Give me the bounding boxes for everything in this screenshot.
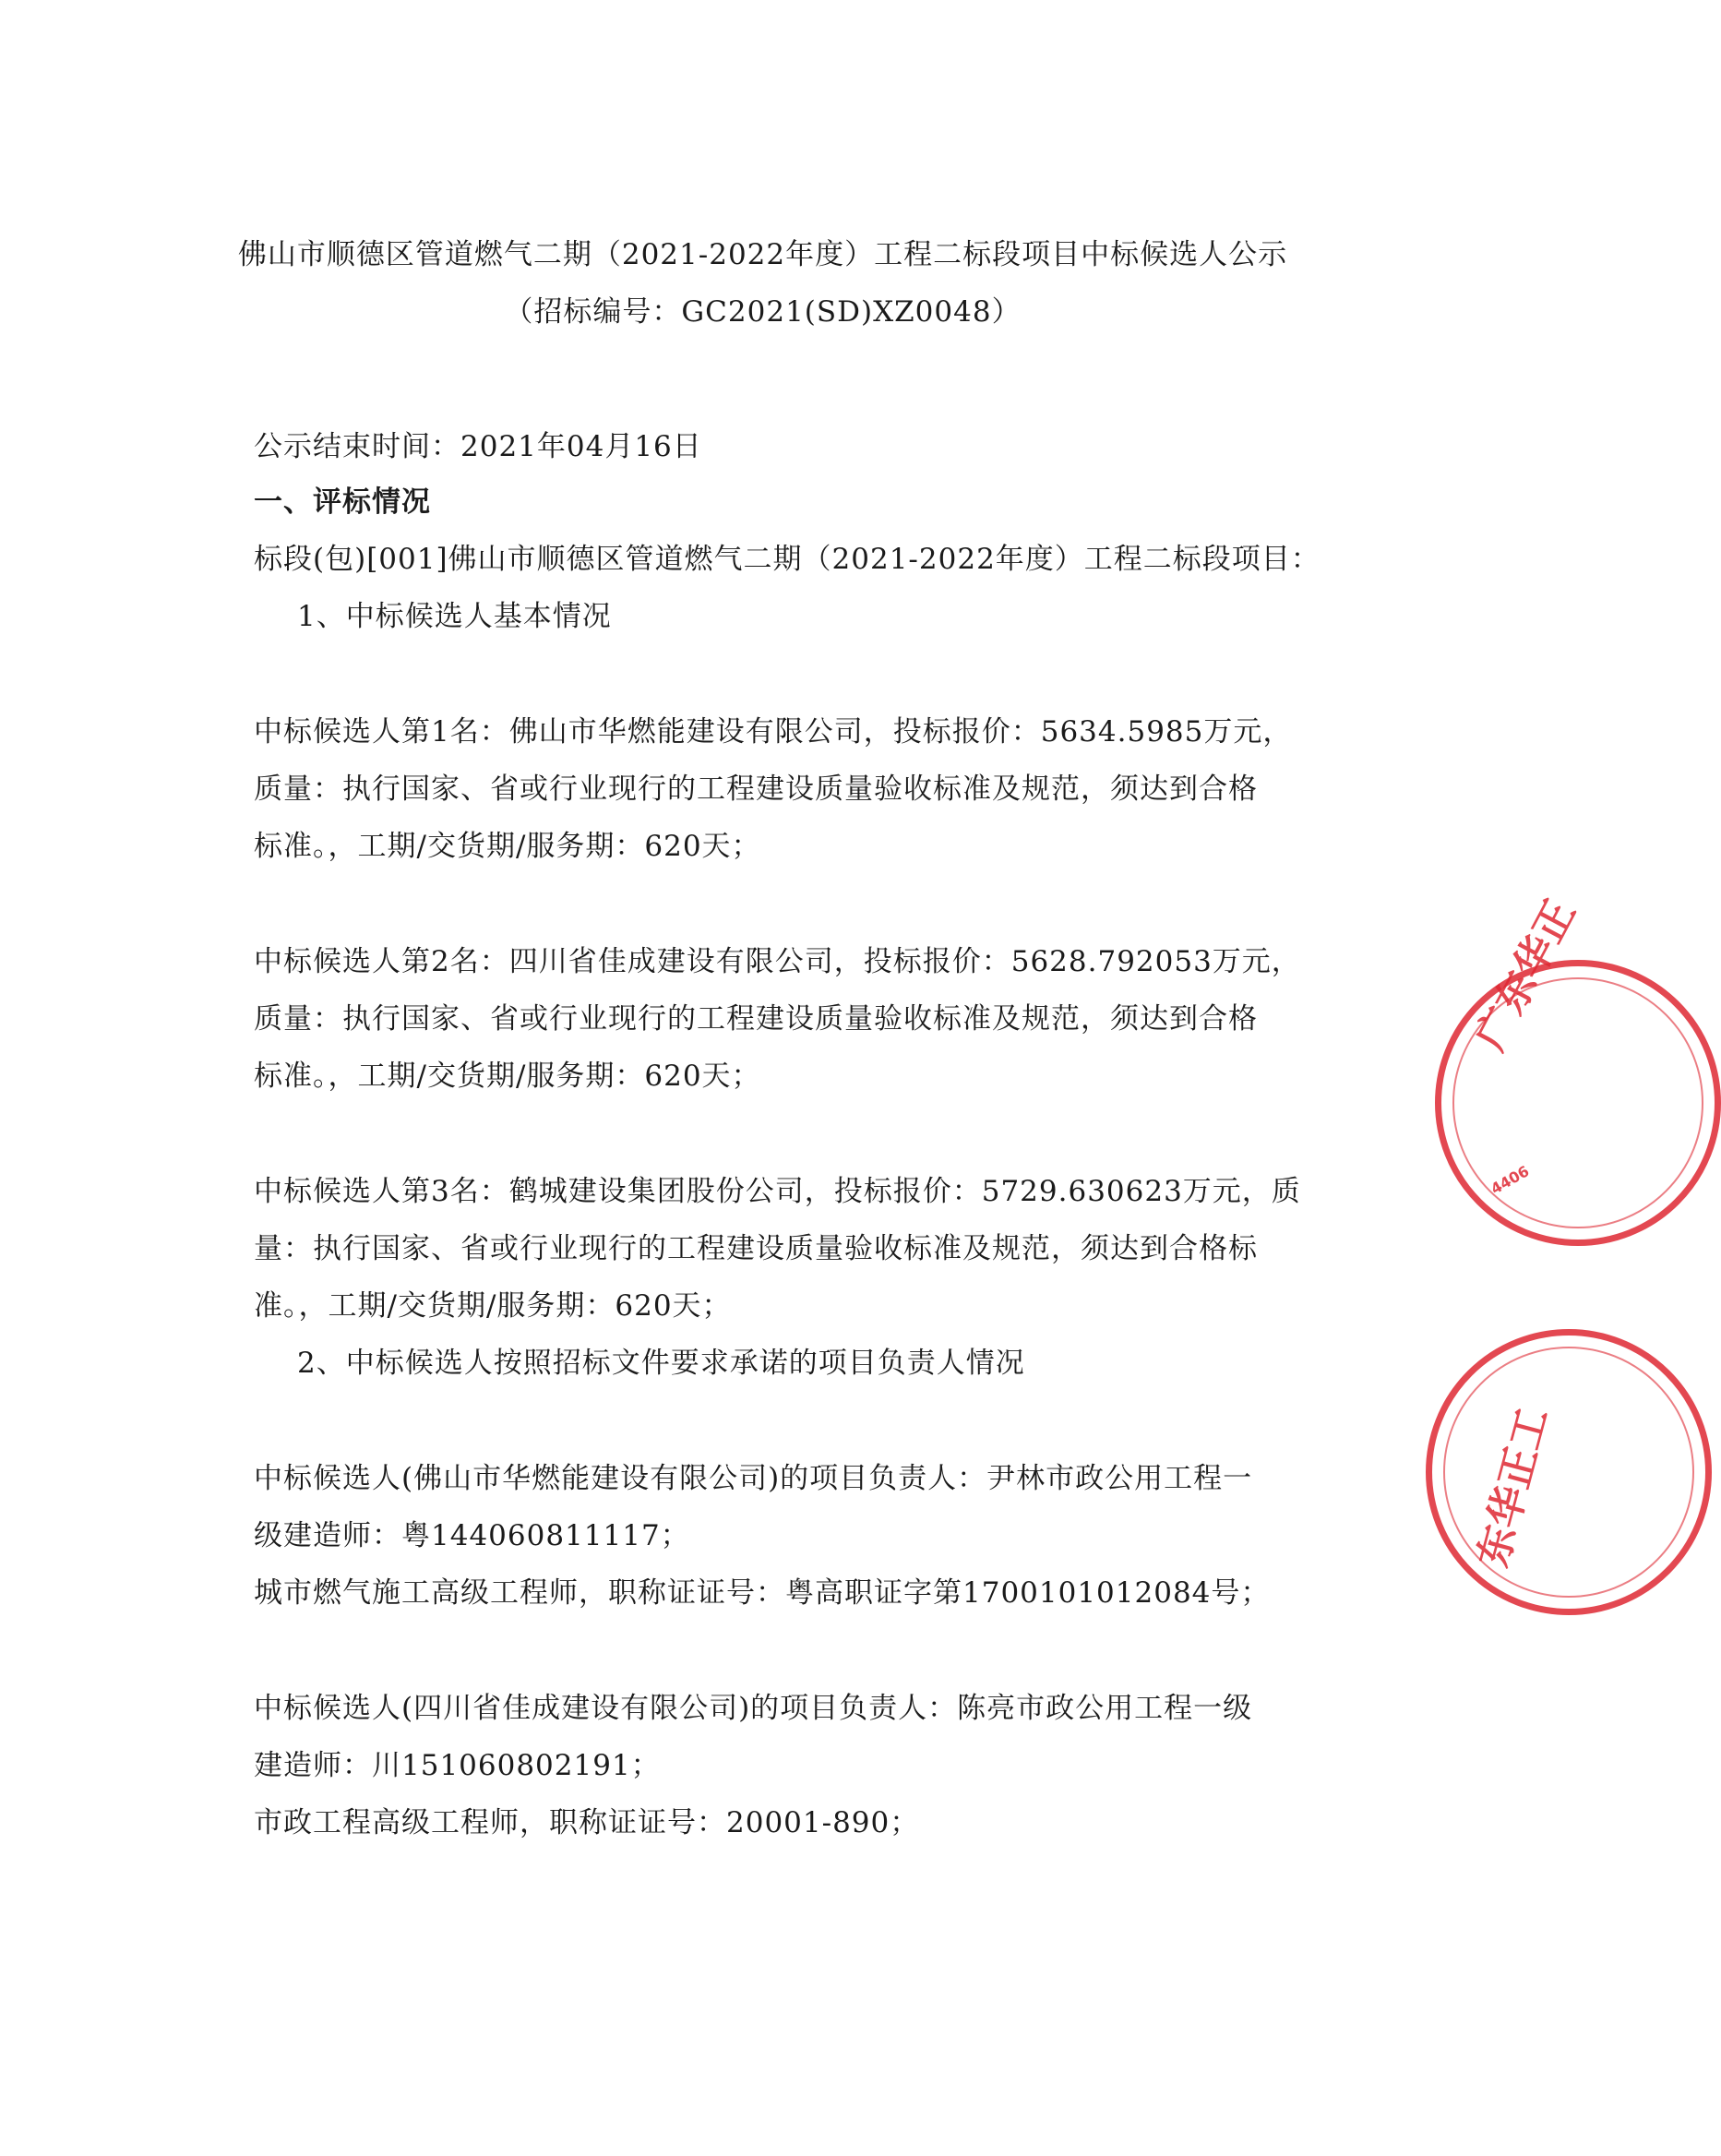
subsection-candidates: 1、中标候选人基本情况 [297, 600, 612, 633]
candidate-3-line-1: 中标候选人第3名：鹤城建设集团股份公司，投标报价：5729.630623万元，质 [254, 1175, 1301, 1208]
seal-text-2: 东华正工 [1469, 1402, 1558, 1573]
manager-2-line-2: 建造师：川151060802191； [254, 1749, 661, 1782]
candidate-3-line-2: 量：执行国家、省或行业现行的工程建设质量验收标准及规范，须达到合格标 [254, 1232, 1258, 1265]
candidate-1-line-3: 标准。，工期/交货期/服务期：620天； [254, 830, 761, 863]
company-seal-stamp-2 [1426, 1329, 1712, 1615]
company-seal-stamp [1435, 892, 1721, 1246]
manager-1-line-2: 级建造师：粤144060811117； [254, 1519, 690, 1552]
tender-number: （招标编号：GC2021(SD)XZ0048） [504, 295, 1022, 329]
candidate-1-line-1: 中标候选人第1名：佛山市华燃能建设有限公司，投标报价：5634.5985万元， [254, 715, 1293, 749]
manager-2-line-3: 市政工程高级工程师，职称证证号：20001-890； [254, 1806, 920, 1839]
manager-2-line-1: 中标候选人(四川省佳成建设有限公司)的项目负责人：陈亮市政公用工程一级 [254, 1692, 1253, 1725]
subsection-managers: 2、中标候选人按照招标文件要求承诺的项目负责人情况 [297, 1347, 1025, 1380]
manager-1-line-1: 中标候选人(佛山市华燃能建设有限公司)的项目负责人：尹林市政公用工程一 [254, 1462, 1253, 1495]
lot-description: 标段(包)[001]佛山市顺德区管道燃气二期（2021-2022年度）工程二标段项目： [254, 543, 1321, 576]
document-title: 佛山市顺德区管道燃气二期（2021-2022年度）工程二标段项目中标候选人公示 [237, 238, 1288, 271]
section-heading: 一、评标情况 [254, 485, 431, 519]
candidate-2-line-2: 质量：执行国家、省或行业现行的工程建设质量验收标准及规范，须达到合格 [254, 1002, 1258, 1036]
publicity-end-time: 公示结束时间：2021年04月16日 [254, 430, 702, 463]
manager-1-line-3: 城市燃气施工高级工程师，职称证证号：粤高职证字第1700101012084号； [254, 1576, 1271, 1610]
seal-text: 广东华正 [1466, 892, 1585, 1059]
candidate-2-line-3: 标准。，工期/交货期/服务期：620天； [254, 1060, 761, 1093]
candidate-1-line-2: 质量：执行国家、省或行业现行的工程建设质量验收标准及规范，须达到合格 [254, 773, 1258, 806]
seal-number: 4406 [1488, 1162, 1533, 1198]
candidate-2-line-1: 中标候选人第2名：四川省佳成建设有限公司，投标报价：5628.792053万元， [254, 945, 1301, 978]
candidate-3-line-3: 准。，工期/交货期/服务期：620天； [254, 1289, 732, 1323]
